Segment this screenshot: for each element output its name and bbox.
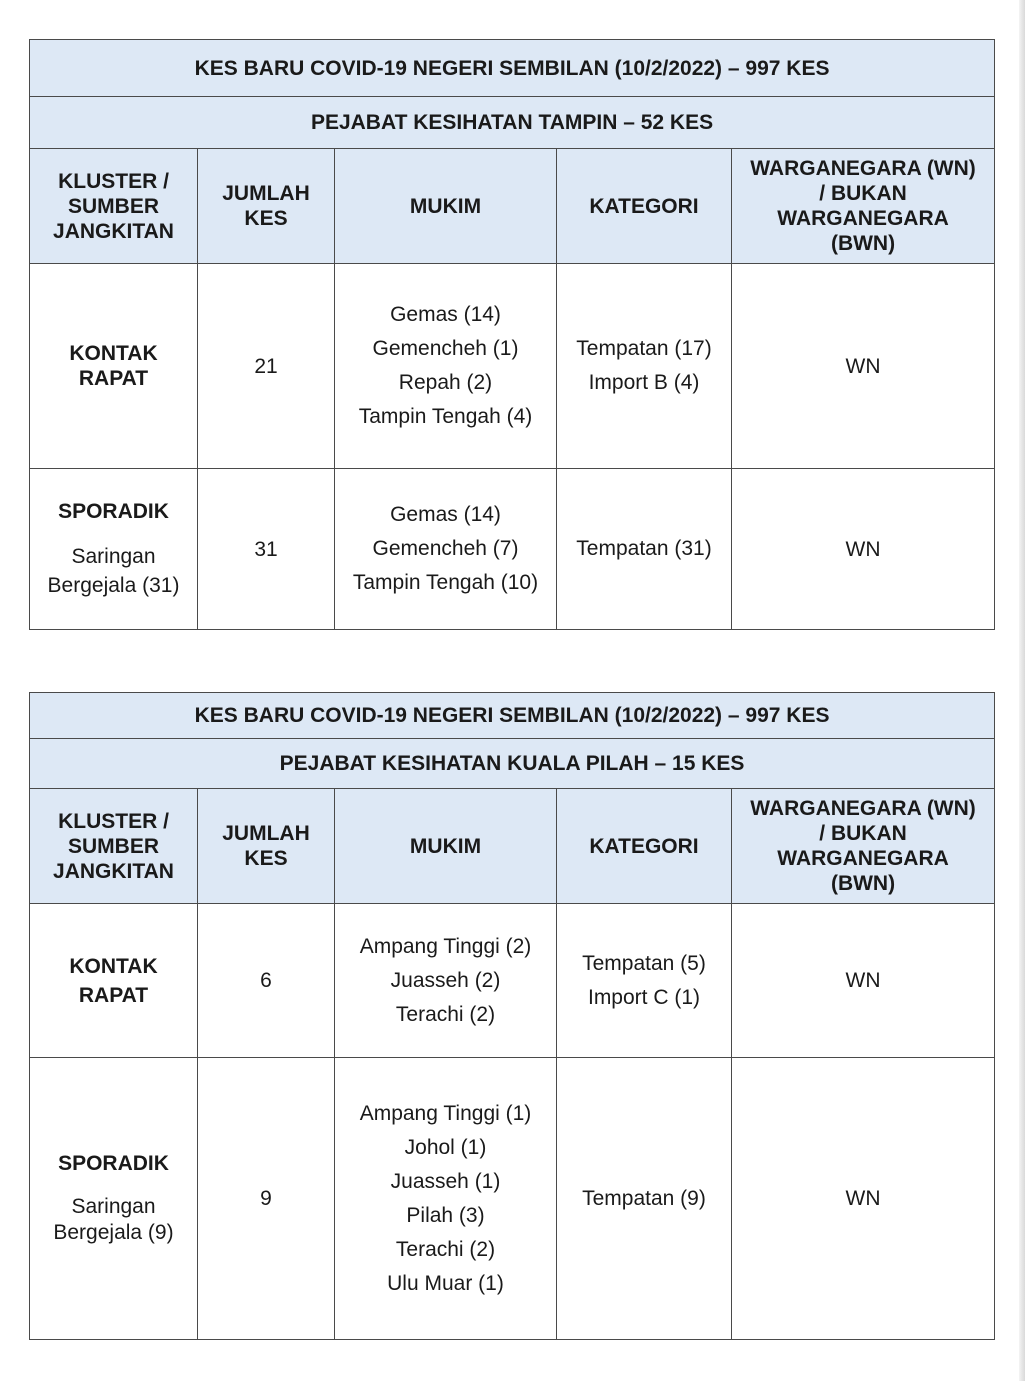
office-title: PEJABAT KESIHATAN KUALA PILAH – 15 KES (30, 739, 995, 789)
tampin-case-table (29, 39, 995, 630)
column-header-row (30, 149, 995, 264)
mukim-cell: Gemas (14) Gemencheh (1) Repah (2) Tampin Tengah (4) (335, 264, 557, 469)
table-title: KES BARU COVID-19 NEGERI SEMBILAN (10/2/2022) – 997 KES (30, 40, 995, 97)
mukim-cell: Ampang Tinggi (2) Juasseh (2) Terachi (2) (335, 904, 557, 1058)
header-citizenship: WARGANEGARA (WN) / BUKAN WARGANEGARA (BWN) (732, 149, 995, 264)
table-row (30, 264, 995, 469)
citizenship-cell: WN (732, 264, 995, 469)
table-title-row (30, 40, 995, 97)
cluster-cell: KONTAK RAPAT (30, 264, 198, 469)
header-cases: JUMLAH KES (198, 789, 335, 904)
citizenship-cell: WN (732, 1058, 995, 1340)
citizenship-cell: WN (732, 904, 995, 1058)
category-cell: Tempatan (9) (557, 1058, 732, 1340)
office-title: PEJABAT KESIHATAN TAMPIN – 52 KES (30, 97, 995, 149)
kuala-pilah-case-table (29, 692, 995, 1340)
cluster-cell: SPORADIK Saringan Bergejala (31) (30, 469, 198, 630)
citizenship-cell: WN (732, 469, 995, 630)
cases-cell: 9 (198, 1058, 335, 1340)
header-cluster: KLUSTER / SUMBER JANGKITAN (30, 789, 198, 904)
cases-cell: 31 (198, 469, 335, 630)
header-cases: JUMLAH KES (198, 149, 335, 264)
header-citizenship: WARGANEGARA (WN) / BUKAN WARGANEGARA (BWN) (732, 789, 995, 904)
header-cluster: KLUSTER / SUMBER JANGKITAN (30, 149, 198, 264)
table-row (30, 1058, 995, 1340)
table-row (30, 469, 995, 630)
cases-cell: 6 (198, 904, 335, 1058)
cluster-subtext: Saringan Bergejala (9) (53, 1195, 174, 1244)
table-title-row (30, 693, 995, 739)
category-cell: Tempatan (31) (557, 469, 732, 630)
table-title: KES BARU COVID-19 NEGERI SEMBILAN (10/2/2022) – 997 KES (30, 693, 995, 739)
cluster-cell: KONTAK RAPAT (30, 904, 198, 1058)
header-category: KATEGORI (557, 789, 732, 904)
header-mukim: MUKIM (335, 149, 557, 264)
mukim-cell: Gemas (14) Gemencheh (7) Tampin Tengah (10) (335, 469, 557, 630)
category-cell: Tempatan (17) Import B (4) (557, 264, 732, 469)
cases-cell: 21 (198, 264, 335, 469)
cluster-subtext: Saringan Bergejala (31) (47, 544, 180, 597)
category-cell: Tempatan (5) Import C (1) (557, 904, 732, 1058)
office-row (30, 97, 995, 149)
table-row (30, 904, 995, 1058)
header-mukim: MUKIM (335, 789, 557, 904)
header-category: KATEGORI (557, 149, 732, 264)
cluster-cell: SPORADIK Saringan Bergejala (9) (30, 1058, 198, 1340)
page-edge-shadow (1019, 0, 1025, 1381)
column-header-row (30, 789, 995, 904)
office-row (30, 739, 995, 789)
mukim-cell: Ampang Tinggi (1) Johol (1) Juasseh (1) Pilah (3) Terachi (2) Ulu Muar (1) (335, 1058, 557, 1340)
